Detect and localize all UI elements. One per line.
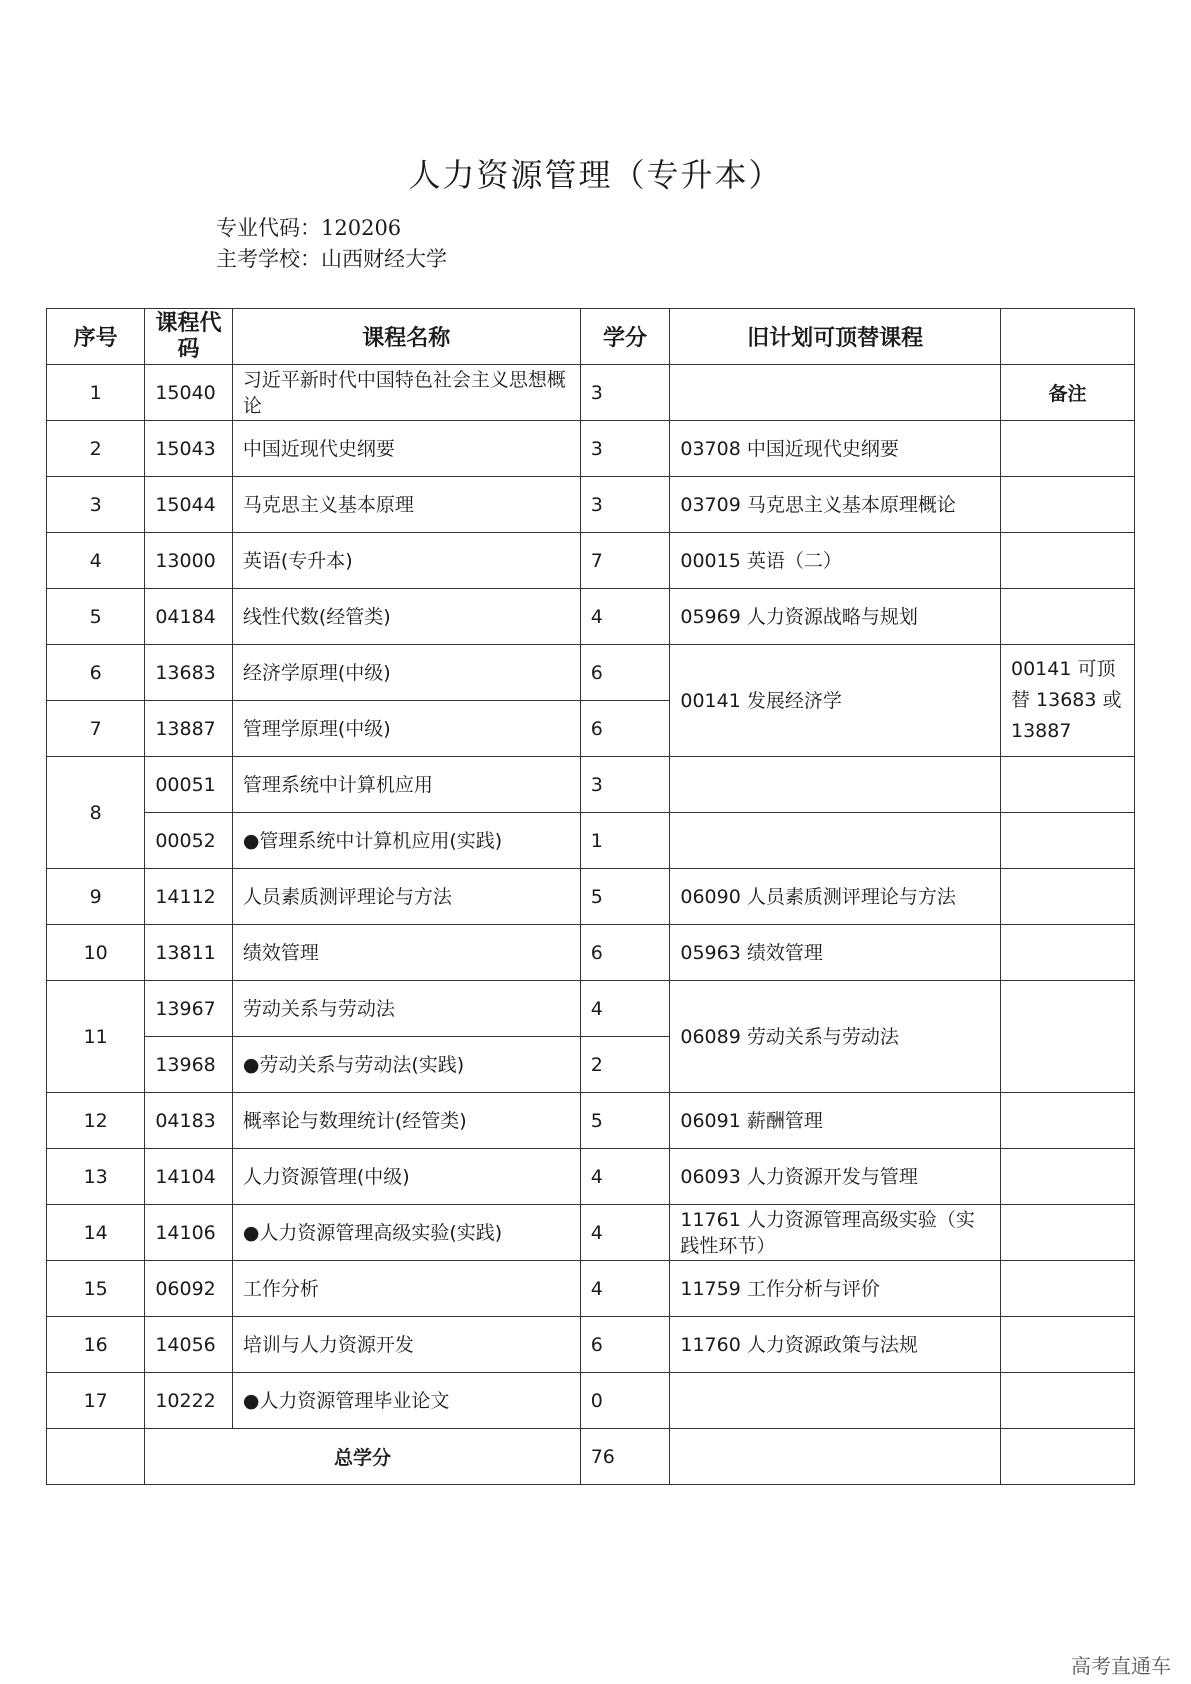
row-credit: 2 bbox=[580, 1037, 670, 1093]
note-label: 备注 bbox=[1000, 365, 1134, 421]
row-credit: 6 bbox=[580, 1317, 670, 1373]
row-note bbox=[1000, 981, 1134, 1093]
row-code: 13968 bbox=[145, 1037, 233, 1093]
row-note bbox=[1000, 1149, 1134, 1205]
row-note bbox=[1000, 533, 1134, 589]
table-row bbox=[47, 1373, 1135, 1429]
row-note bbox=[1000, 1373, 1134, 1429]
table-row bbox=[47, 925, 1135, 981]
row-note bbox=[1000, 757, 1134, 813]
table-row bbox=[47, 1261, 1135, 1317]
row-name: 人力资源管理(中级) bbox=[232, 1149, 580, 1205]
row-code: 14104 bbox=[145, 1149, 233, 1205]
row-no: 3 bbox=[47, 477, 145, 533]
row-credit: 4 bbox=[580, 1149, 670, 1205]
row-credit: 3 bbox=[580, 757, 670, 813]
row-note bbox=[1000, 477, 1134, 533]
row-name: ●劳动关系与劳动法(实践) bbox=[232, 1037, 580, 1093]
row-credit: 5 bbox=[580, 1093, 670, 1149]
row-no: 1 bbox=[47, 365, 145, 421]
total-old-empty bbox=[670, 1429, 1001, 1485]
row-old-course: 11761 人力资源管理高级实验（实践性环节） bbox=[670, 1205, 1001, 1261]
row-credit: 0 bbox=[580, 1373, 670, 1429]
row-name: 管理系统中计算机应用 bbox=[232, 757, 580, 813]
row-credit: 4 bbox=[580, 589, 670, 645]
row-old-course: 06089 劳动关系与劳动法 bbox=[670, 981, 1001, 1093]
row-code: 15044 bbox=[145, 477, 233, 533]
row-name: 劳动关系与劳动法 bbox=[232, 981, 580, 1037]
row-no: 10 bbox=[47, 925, 145, 981]
row-old-course: 03709 马克思主义基本原理概论 bbox=[670, 477, 1001, 533]
table-row bbox=[47, 477, 1135, 533]
row-old-course: 11760 人力资源政策与法规 bbox=[670, 1317, 1001, 1373]
row-code: 04183 bbox=[145, 1093, 233, 1149]
table-row bbox=[47, 757, 1135, 813]
row-no: 2 bbox=[47, 421, 145, 477]
row-name: 中国近现代史纲要 bbox=[232, 421, 580, 477]
total-note-empty bbox=[1000, 1429, 1134, 1485]
row-code: 00051 bbox=[145, 757, 233, 813]
row-old-course: 05969 人力资源战略与规划 bbox=[670, 589, 1001, 645]
course-plan-table bbox=[46, 308, 1135, 1485]
row-name: 人员素质测评理论与方法 bbox=[232, 869, 580, 925]
row-code: 04184 bbox=[145, 589, 233, 645]
total-empty-cell bbox=[47, 1429, 145, 1485]
header-code: 课程代码 bbox=[145, 309, 233, 365]
row-no: 4 bbox=[47, 533, 145, 589]
row-no: 15 bbox=[47, 1261, 145, 1317]
row-no: 11 bbox=[47, 981, 145, 1093]
row-credit: 4 bbox=[580, 1261, 670, 1317]
row-name: 英语(专升本) bbox=[232, 533, 580, 589]
total-credit: 76 bbox=[580, 1429, 670, 1485]
major-code: 专业代码：120206 bbox=[216, 216, 402, 240]
row-name: 工作分析 bbox=[232, 1261, 580, 1317]
row-credit: 5 bbox=[580, 869, 670, 925]
row-code: 06092 bbox=[145, 1261, 233, 1317]
row-code: 14106 bbox=[145, 1205, 233, 1261]
row-credit: 1 bbox=[580, 813, 670, 869]
exam-school: 主考学校：山西财经大学 bbox=[216, 247, 447, 271]
row-note bbox=[1000, 813, 1134, 869]
row-no: 14 bbox=[47, 1205, 145, 1261]
row-old-course: 06090 人员素质测评理论与方法 bbox=[670, 869, 1001, 925]
row-credit: 4 bbox=[580, 981, 670, 1037]
row-note bbox=[1000, 1261, 1134, 1317]
page-title: 人力资源管理（专升本） bbox=[408, 156, 783, 194]
row-code: 13811 bbox=[145, 925, 233, 981]
row-code: 10222 bbox=[145, 1373, 233, 1429]
row-code: 13887 bbox=[145, 701, 233, 757]
row-name: ●人力资源管理高级实验(实践) bbox=[232, 1205, 580, 1261]
row-note bbox=[1000, 1317, 1134, 1373]
row-credit: 6 bbox=[580, 925, 670, 981]
row-credit: 3 bbox=[580, 421, 670, 477]
row-note bbox=[1000, 925, 1134, 981]
row-no: 7 bbox=[47, 701, 145, 757]
row-name: 培训与人力资源开发 bbox=[232, 1317, 580, 1373]
row-credit: 7 bbox=[580, 533, 670, 589]
table-row bbox=[47, 421, 1135, 477]
row-no: 9 bbox=[47, 869, 145, 925]
row-name: 经济学原理(中级) bbox=[232, 645, 580, 701]
row-no: 12 bbox=[47, 1093, 145, 1149]
row-credit: 6 bbox=[580, 645, 670, 701]
row-code: 13000 bbox=[145, 533, 233, 589]
row-note bbox=[1000, 1093, 1134, 1149]
table-row bbox=[47, 1205, 1135, 1261]
row-old-course: 11759 工作分析与评价 bbox=[670, 1261, 1001, 1317]
table-row bbox=[47, 1093, 1135, 1149]
row-note bbox=[1000, 421, 1134, 477]
row-old-course: 00015 英语（二） bbox=[670, 533, 1001, 589]
row-old-course bbox=[670, 365, 1001, 421]
table-row bbox=[47, 533, 1135, 589]
row-credit: 3 bbox=[580, 365, 670, 421]
table-row bbox=[47, 365, 1135, 421]
row-name: 马克思主义基本原理 bbox=[232, 477, 580, 533]
header-no: 序号 bbox=[47, 309, 145, 365]
row-credit: 4 bbox=[580, 1205, 670, 1261]
row-code: 13683 bbox=[145, 645, 233, 701]
row-name: 概率论与数理统计(经管类) bbox=[232, 1093, 580, 1149]
row-no: 6 bbox=[47, 645, 145, 701]
header-name: 课程名称 bbox=[232, 309, 580, 365]
row-no: 13 bbox=[47, 1149, 145, 1205]
row-code: 14056 bbox=[145, 1317, 233, 1373]
header-credit: 学分 bbox=[580, 309, 670, 365]
row-old-course: 03708 中国近现代史纲要 bbox=[670, 421, 1001, 477]
row-old-course bbox=[670, 757, 1001, 813]
row-no: 16 bbox=[47, 1317, 145, 1373]
row-old-course bbox=[670, 1373, 1001, 1429]
row-name: 绩效管理 bbox=[232, 925, 580, 981]
watermark: 高考直通车 bbox=[1071, 1654, 1171, 1678]
total-label: 总学分 bbox=[145, 1429, 580, 1485]
row-no: 5 bbox=[47, 589, 145, 645]
row-credit: 6 bbox=[580, 701, 670, 757]
row-no: 8 bbox=[47, 757, 145, 869]
table-row bbox=[47, 981, 1135, 1037]
row-name: 管理学原理(中级) bbox=[232, 701, 580, 757]
row-old-course: 06091 薪酬管理 bbox=[670, 1093, 1001, 1149]
row-old-course: 00141 发展经济学 bbox=[670, 645, 1001, 757]
total-row bbox=[47, 1429, 1135, 1485]
row-old-course bbox=[670, 813, 1001, 869]
header-old-course: 旧计划可顶替课程 bbox=[670, 309, 1001, 365]
table-header-row bbox=[47, 309, 1135, 365]
row-note bbox=[1000, 1205, 1134, 1261]
table-row bbox=[47, 1149, 1135, 1205]
row-name: 习近平新时代中国特色社会主义思想概论 bbox=[232, 365, 580, 421]
row-note bbox=[1000, 589, 1134, 645]
header-note bbox=[1000, 309, 1134, 365]
table-row bbox=[47, 589, 1135, 645]
row-old-course: 05963 绩效管理 bbox=[670, 925, 1001, 981]
row-old-course: 06093 人力资源开发与管理 bbox=[670, 1149, 1001, 1205]
table-row bbox=[47, 869, 1135, 925]
row-name: ●管理系统中计算机应用(实践) bbox=[232, 813, 580, 869]
row-code: 13967 bbox=[145, 981, 233, 1037]
row-name: 线性代数(经管类) bbox=[232, 589, 580, 645]
table-row bbox=[47, 1317, 1135, 1373]
row-no: 17 bbox=[47, 1373, 145, 1429]
row-name: ●人力资源管理毕业论文 bbox=[232, 1373, 580, 1429]
table-row bbox=[47, 813, 1135, 869]
row-note bbox=[1000, 869, 1134, 925]
row-credit: 3 bbox=[580, 477, 670, 533]
table-row bbox=[47, 645, 1135, 701]
row-code: 15043 bbox=[145, 421, 233, 477]
row-code: 15040 bbox=[145, 365, 233, 421]
row-note: 00141 可顶替 13683 或 13887 bbox=[1000, 645, 1134, 757]
row-code: 14112 bbox=[145, 869, 233, 925]
row-code: 00052 bbox=[145, 813, 233, 869]
